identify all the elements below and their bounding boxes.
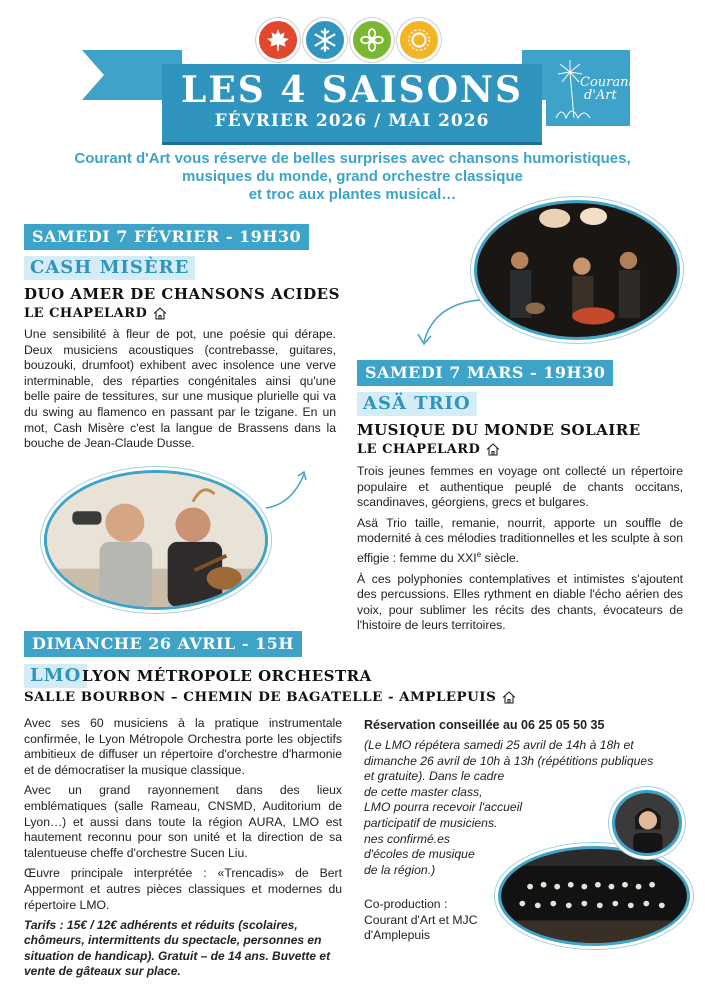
event3-name: LMO (24, 664, 87, 688)
event1-date-bar: SAMEDI 7 FÉVRIER - 19H30 (24, 224, 309, 250)
event3-description: Avec ses 60 musiciens à la pratique instrumentale confirmée, le Lyon Métropole Orchestra porte les objectifs ambitieux de diffuser un répertoire d'orchestre d'harmonie et de démocratiser la musique classique. Avec un grand rayonnement dans des lieux emblématiques (salle Rameau, CNSMD, Auditorium de Lyon…) et aussi dans toute la région AURA, LMO est hautement reconnu pour son unité et la direction de sa talentueuse cheffe d'orchestre Sucen Liu. Œuvre principale interprétée : «Trencadis» de Bert Appermont et autres pièces classiques et modernes du répertoire LMO. (24, 716, 342, 912)
spring-circle (350, 18, 394, 62)
event1-date: SAMEDI 7 FÉVRIER (32, 227, 220, 246)
event1-venue: LE CHAPELARD (24, 306, 167, 321)
event1-description: Une sensibilité à fleur de pot, une poésie qui dérape. Deux musiciens acoustiques (contrebasse, guitares, bouzouki, drumfoot) exhibent avec insolence une verve interminable, des réparties congénitales ainsi qu'une belle paire de tessitures, sur une musique plurielle qui va du swing au flamenco en passant par le tzigane. En un mot, Cash Misère c'est la langue de Brassens dans la bouche de Jean-Claude Dusse. (24, 327, 336, 451)
event2-subtitle: MUSIQUE DU MONDE SOLAIRE (357, 421, 641, 439)
cash-misere-photo (44, 470, 268, 610)
event1-time: 19H30 (239, 227, 302, 246)
winter-circle (303, 18, 347, 62)
event2-date-bar: SAMEDI 7 MARS - 19H30 (357, 360, 613, 386)
page-title: LES 4 SAISONS (181, 69, 523, 111)
event3-name-full: LYON MÉTROPOLE ORCHESTRA (82, 667, 372, 685)
flower-icon (359, 27, 385, 53)
event3-venue: SALLE BOURBON – CHEMIN DE BAGATELLE - AMPLEPUIS (24, 689, 516, 705)
summer-circle (397, 18, 441, 62)
home-icon (486, 443, 500, 456)
asa-trio-photo (474, 200, 680, 340)
logo-text: Courant d'Art (580, 75, 634, 103)
home-icon (502, 691, 516, 704)
intro-text: Courant d'Art vous réserve de belles surprises avec chansons humoristiques, musiques du monde, grand orchestre classique et troc aux plantes musical… (74, 150, 631, 203)
orchestra-photo (498, 846, 690, 946)
event2-venue: LE CHAPELARD (357, 442, 500, 457)
event2-date: SAMEDI 7 MARS (365, 363, 524, 382)
title-banner (162, 64, 542, 142)
maple-leaf-icon (265, 27, 291, 53)
sun-icon (406, 27, 432, 53)
coproduction: Co-production : Courant d'Art et MJC d'Amplepuis (364, 897, 478, 943)
rehearsal-note: (Le LMO répétera samedi 25 avril de 14h à 18h et dimanche 26 avril de 10h à 13h (répétitions publiques et gratuite). Dans le cadre de cette master class, LMO pourra recevoir l'accueil participatif de musiciens. nes confirmé.es d'écoles de musique de la région.) (364, 738, 654, 877)
event2-description: Trois jeunes femmes en voyage ont collecté un répertoire populaire et authentique peuplé de chants occitans, scandinaves, géorgiens, grecs et bulgares. Asä Trio taille, remanie, nourrit, apporte un souffle de modernité à ces mélodies traditionnelles et les sculpte à son effigie : femme du XXIe siècle. À ces polyphonies contemplatives et intimistes s'ajoutent des percussions. Elles rythment en diable l'écho aérien des voix, pour sublimer les récits des chants, évocateurs de l'histoire de leurs territoires. (357, 464, 683, 633)
page-dates: FÉVRIER 2026 / MAI 2026 (214, 111, 490, 131)
event3-time: 15H (255, 634, 294, 653)
event3-tarifs: Tarifs : 15€ / 12€ adhérents et réduits (scolaires, chômeurs, intermittents du spectacle, personnes en situation de handicap). Gratuit – de 14 ans. Buvette et vente de gâteaux sur place. (24, 918, 331, 979)
event1-name: CASH MISÈRE (24, 256, 195, 280)
reservation-phone: Réservation conseillée au 06 25 05 50 35 (364, 718, 605, 732)
arrow-connector-1 (262, 464, 312, 514)
autumn-circle (256, 18, 300, 62)
event2-name: ASÄ TRIO (357, 392, 477, 416)
courant-dart-logo (546, 50, 634, 126)
event3-date: DIMANCHE 26 AVRIL (32, 634, 236, 653)
event3-date-bar: DIMANCHE 26 AVRIL - 15H (24, 631, 302, 657)
home-icon (153, 307, 167, 320)
event2-time: 19H30 (543, 363, 606, 382)
snowflake-icon (312, 27, 338, 53)
event1-subtitle: DUO AMER DE CHANSONS ACIDES (24, 285, 340, 303)
conductor-photo (612, 790, 682, 856)
arrow-connector-2 (404, 294, 484, 350)
